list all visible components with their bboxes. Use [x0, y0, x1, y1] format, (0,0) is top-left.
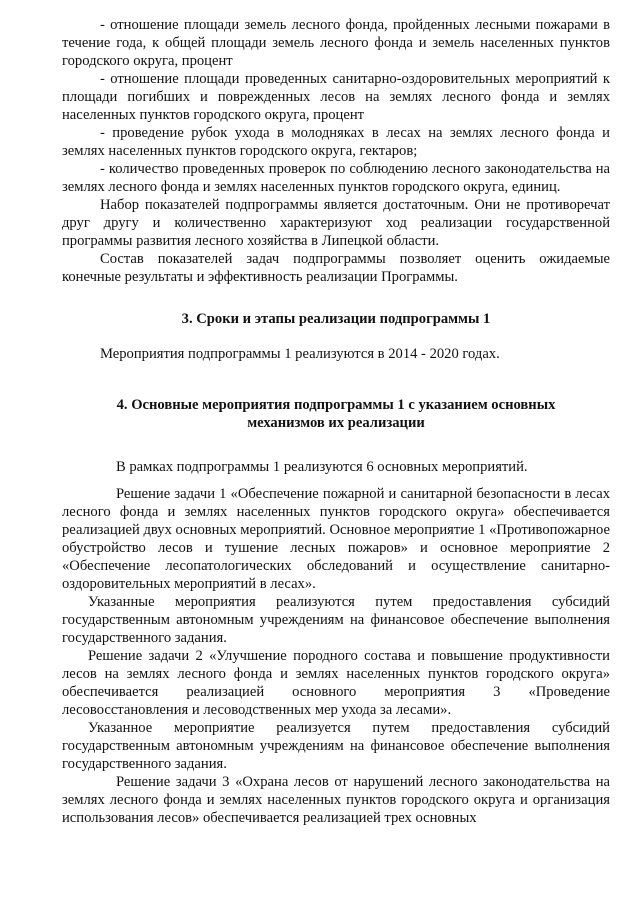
- task-1-mechanism-paragraph: Указанные мероприятия реализуются путем предоставления субсидий государственным автономным учреждениям на финансовое обеспечение выполнения государственного задания.: [62, 594, 610, 646]
- section-3-text: Мероприятия подпрограммы 1 реализуются в 2014 - 2020 годах.: [100, 346, 500, 362]
- indicator-inspections: - количество проведенных проверок по соблюдению лесного законодательства на землях лесного фонда и землях населенных пунктов городского округа, единиц.: [62, 161, 610, 195]
- section-4-heading: [62, 396, 610, 432]
- indicators-composition-paragraph: Состав показателей задач подпрограммы позволяет оценить ожидаемые конечные результаты и эффективность реализации Программы.: [62, 251, 610, 285]
- section-4-intro: В рамках подпрограммы 1 реализуются 6 основных мероприятий.: [116, 459, 528, 475]
- task-3-paragraph: Решение задачи 3 «Охрана лесов от нарушений лесного законодательства на землях лесного фонда и землях населенных пунктов городского округа и организация использования лесов» обеспечивается реализацией трех основных: [62, 774, 610, 826]
- indicators-sufficiency-paragraph: Набор показателей подпрограммы является достаточным. Они не противоречат друг другу и количественно характеризуют ход реализации государственной программы развития лесного хозяйства в Липецкой области.: [62, 197, 610, 249]
- task-2-mechanism-paragraph: Указанное мероприятие реализуется путем предоставления субсидий государственным автономным учреждениям на финансовое обеспечение выполнения государственного задания.: [62, 720, 610, 772]
- document-page: [62, 16, 610, 827]
- indicator-thinning: - проведение рубок ухода в молодняках в лесах на землях лесного фонда и землях населенных пунктов городского округа, гектаров;: [62, 125, 610, 159]
- indicator-fire-area: - отношение площади земель лесного фонда, пройденных лесными пожарами в течение года, к общей площади земель лесного фонда и земель населенных пунктов городского округа, процент: [62, 17, 610, 69]
- section-4-heading-line2: механизмов их реализации: [247, 415, 425, 431]
- section-3-heading: 3. Сроки и этапы реализации подпрограммы 1: [181, 311, 491, 327]
- task-2-paragraph: Решение задачи 2 «Улучшение породного состава и повышение продуктивности лесов на землях лесного фонда и землях населенных пунктов городского округа» обеспечивается реализацией основного мероприятия 3 «Проведение лесовосстановления и лесоводственных мер ухода за лесами».: [62, 648, 610, 718]
- indicator-sanitary-area: - отношение площади проведенных санитарно-оздоровительных мероприятий к площади погибших и поврежденных лесов на землях лесного фонда и землях населенных пунктов городского округа, процент: [62, 71, 610, 123]
- section-4-heading-line1: 4. Основные мероприятия подпрограммы 1 с указанием основных: [116, 397, 556, 413]
- task-1-paragraph: Решение задачи 1 «Обеспечение пожарной и санитарной безопасности в лесах лесного фонда и землях населенных пунктов городского округа» обеспечивается реализацией двух основных мероприятий. Основное мероприятие 1 «Противопожарное обустройство лесов и тушение лесных пожаров» и основное мероприятие 2 «Обеспечение лесопатологических обследований и осуществление санитарно-оздоровительных мероприятий в лесах».: [62, 486, 610, 592]
